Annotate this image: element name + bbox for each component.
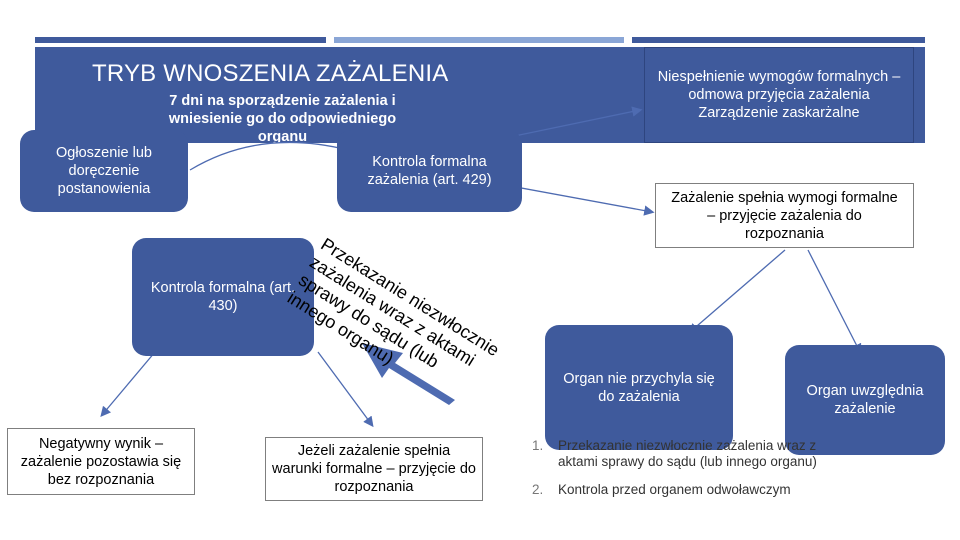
arrow-to-kontrola429 xyxy=(190,142,348,170)
rotated-transfer-text: Przekazanie niezwłocznie zażalenia wraz z aktami sprawy do sądu (lub innego organu) xyxy=(284,234,503,372)
node-nie-przychyla xyxy=(545,325,733,450)
list-item-number: 1. xyxy=(532,438,544,453)
arrow-to-uwzglednia xyxy=(808,250,860,352)
steps-list xyxy=(532,438,832,510)
node-jezeli-label: Jeżeli zażalenie spełnia warunki formalne – przyjęcie do rozpoznania xyxy=(272,443,476,495)
page-title: TRYB WNOSZENIA ZAŻALENIA xyxy=(92,60,449,87)
arrow-to-spelnia xyxy=(505,185,652,212)
list-item xyxy=(532,482,832,498)
list-item xyxy=(532,438,832,470)
node-negatywny-label: Negatywny wynik – zażalenie pozostawia się bez rozpoznania xyxy=(20,435,182,488)
deadline-note: 7 dni na sporządzenie zażalenia i wniesienie go do odpowiedniego organu xyxy=(168,93,397,145)
arrow-to-nie-przychyla xyxy=(690,250,785,332)
node-ogloszenie-label: Ogłoszenie lub doręczenie postanowienia xyxy=(56,145,152,197)
list-item-number: 2. xyxy=(532,482,544,497)
list-item-text: Przekazanie niezwłocznie zażalenia wraz z aktami sprawy do sądu (lub innego organu) xyxy=(558,438,817,469)
arrow-to-jezeli xyxy=(318,352,372,425)
list-item-text: Kontrola przed organem odwoławczym xyxy=(558,482,791,497)
node-niespelnienie-label: Niespełnienie wymogów formalnych – odmowa przyjęcia zażalenia Zarządzenie zaskarżalne xyxy=(657,69,901,121)
node-uwzglednia-label: Organ uwzględnia zażalenie xyxy=(806,383,924,417)
arrow-to-niespelnienie xyxy=(505,110,640,138)
node-kontrola-430 xyxy=(132,238,314,356)
node-kontrola-430-label: Kontrola formalna (art. 430) xyxy=(150,280,296,314)
node-jezeli xyxy=(265,437,483,501)
arrow-to-negatywny xyxy=(102,352,155,415)
node-spelnia-label: Zażalenie spełnia wymogi formalne – przyjęcie zażalenia do rozpoznania xyxy=(671,189,898,242)
node-kontrola-429 xyxy=(337,130,522,212)
node-nie-przychyla-label: Organ nie przychyla się do zażalenia xyxy=(563,370,715,405)
node-spelnia xyxy=(655,183,914,248)
node-kontrola-429-label: Kontrola formalna zażalenia (art. 429) xyxy=(367,154,492,188)
node-niespelnienie xyxy=(644,47,914,143)
node-negatywny xyxy=(7,428,195,495)
node-ogloszenie xyxy=(20,130,188,212)
